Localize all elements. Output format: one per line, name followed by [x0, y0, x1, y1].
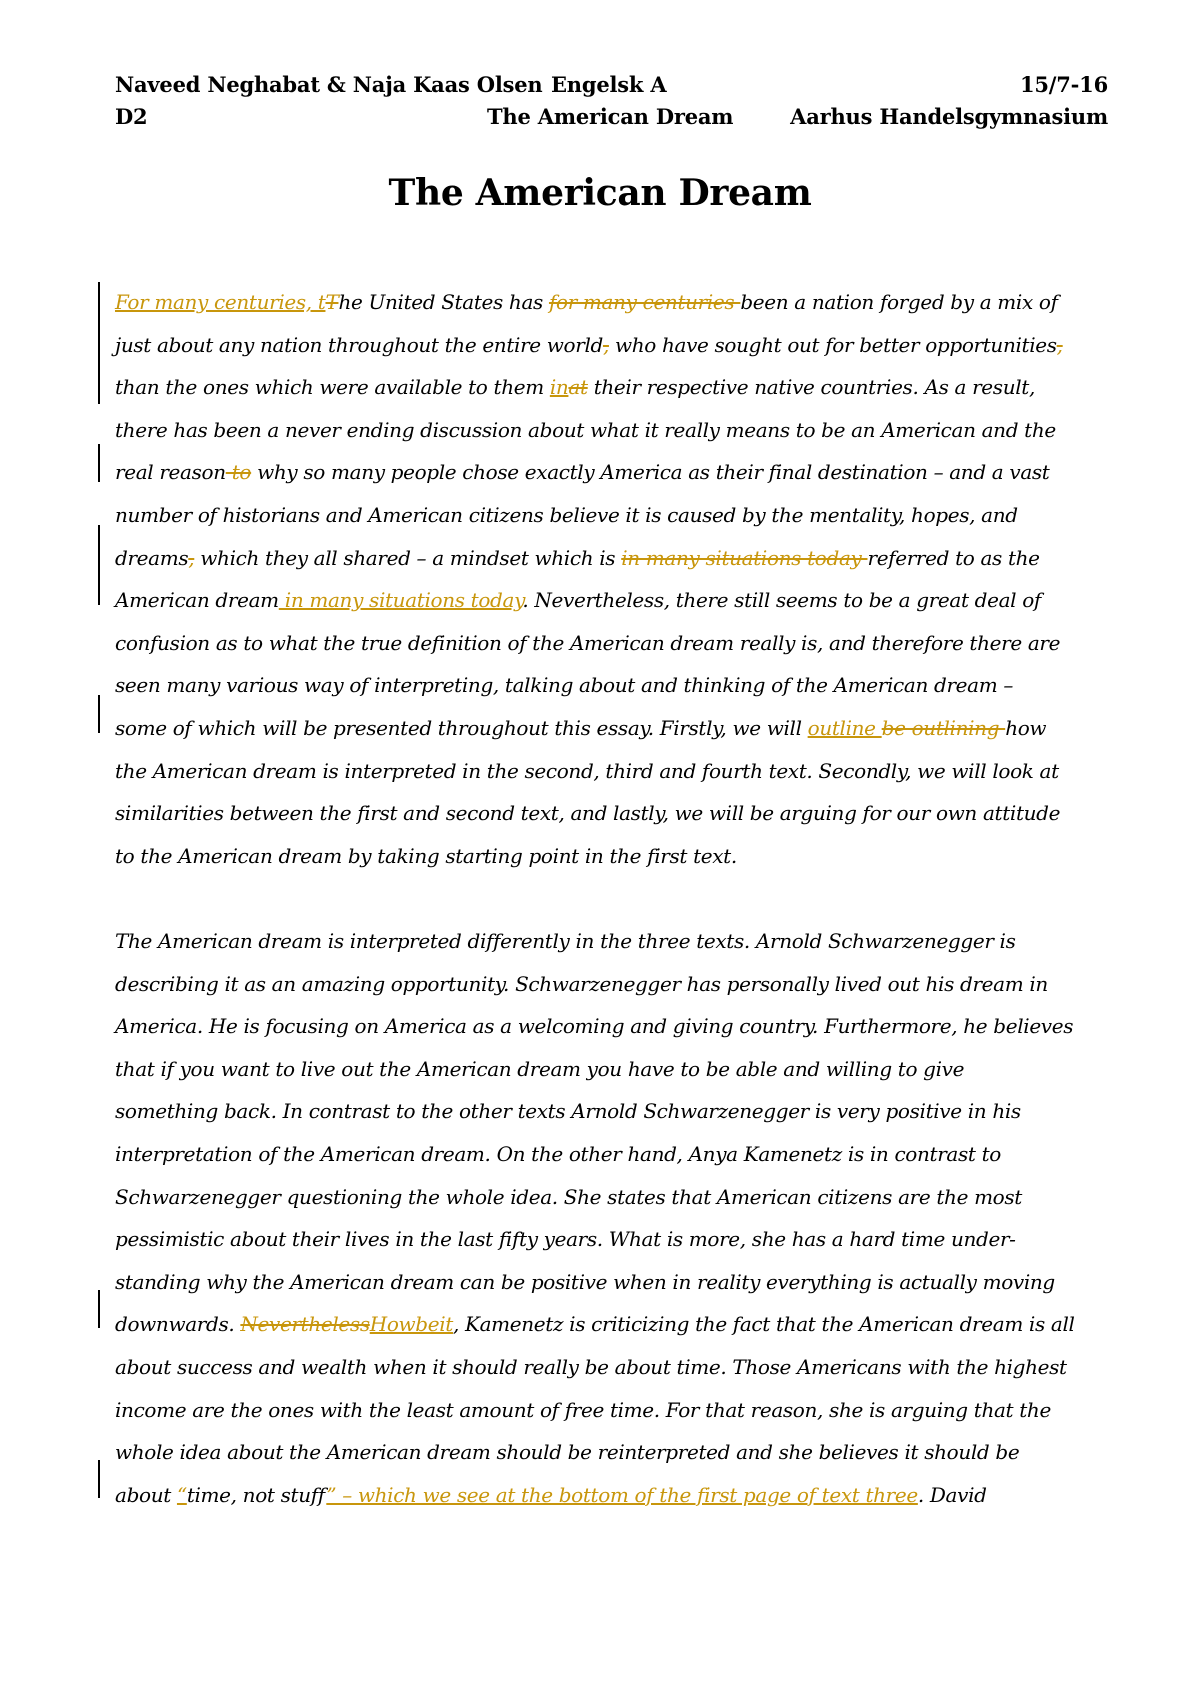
document-title: The American Dream [388, 172, 812, 214]
body-text: why so many people chose exactly America as their final destination – and a vast [251, 460, 1050, 485]
text-line [115, 409, 1115, 452]
change-bar [98, 695, 100, 733]
header-class: D2 [115, 104, 148, 129]
deleted-text: to [225, 460, 252, 485]
body-text: something back. In contrast to the other texts Arnold Schwarzenegger is very positive in his [115, 1099, 1021, 1124]
body-text: America. He is focusing on America as a welcoming and giving country. Furthermore, he believes [115, 1014, 1074, 1039]
body-text: time, not stuff [186, 1482, 327, 1507]
change-bar [98, 444, 100, 482]
text-line [115, 1474, 1115, 1517]
body-text: to the American dream by taking starting point in the first text. [115, 843, 737, 868]
body-text: referred to as the [867, 545, 1040, 570]
body-text: just about any nation throughout the entire world [115, 332, 603, 357]
body-text: the American dream is interpreted in the second, third and fourth text. Secondly, we will look at [115, 758, 1059, 783]
text-line [115, 1218, 1115, 1261]
change-bar [98, 282, 100, 404]
deleted-text: , [188, 545, 195, 570]
deleted-text: in many situations today [621, 545, 868, 570]
deleted-text: be outlining [881, 715, 1006, 740]
body-text: pessimistic about their lives in the last fifty years. What is more, she has a hard time under- [115, 1227, 1016, 1252]
text-line [115, 1303, 1115, 1346]
text-line [115, 451, 1115, 494]
body-text: he United States has [338, 290, 549, 314]
text-line [115, 622, 1115, 665]
body-text: how [1005, 715, 1047, 740]
text-line [115, 1090, 1115, 1133]
text-line [115, 750, 1115, 793]
header-topic: The American Dream [487, 104, 734, 129]
body-text: some of which will be presented throughout this essay. Firstly, we will [115, 715, 808, 740]
body-text: , Kamenetz is criticizing the fact that the American dream is all [452, 1312, 1075, 1337]
body-text: similarities between the first and second text, and lastly, we will be arguing for our own attitude [115, 801, 1061, 826]
body-text: seen many various way of interpreting, talking about and thinking of the American dream – [115, 673, 1014, 698]
header-authors: Naveed Neghabat & Naja Kaas Olsen [115, 72, 543, 97]
change-bar [98, 525, 100, 605]
text-line [115, 1133, 1115, 1176]
change-bar [98, 1460, 100, 1498]
inserted-text: in many situations today [278, 588, 523, 613]
text-line [115, 707, 1115, 750]
text-line [115, 579, 1115, 622]
body-text: describing it as an amazing opportunity. Schwarzenegger has personally lived out his dream in [115, 971, 1048, 996]
text-line [115, 324, 1115, 367]
body-text: about [115, 1482, 177, 1507]
deleted-text: , [1056, 332, 1063, 357]
text-line [115, 1048, 1115, 1091]
text-line [115, 792, 1115, 835]
body-text: The American dream is interpreted differently in the three texts. Arnold Schwarzenegger is [115, 929, 1016, 953]
text-line [115, 920, 1115, 963]
text-line [115, 366, 1115, 409]
body-text: which they all shared – a mindset which is [194, 545, 622, 570]
text-line [115, 1176, 1115, 1219]
inserted-text: outline [807, 715, 882, 740]
body-text: that if you want to live out the American dream you have to be able and willing to give [115, 1056, 965, 1081]
body-text: there has been a never ending discussion about what it really means to be an American and the [115, 417, 1056, 442]
text-line [115, 1261, 1115, 1304]
text-line [115, 537, 1115, 580]
header-subject: Engelsk A [551, 72, 667, 97]
deleted-text: Nevertheless [240, 1312, 370, 1337]
body-text: whole idea about the American dream should be reinterpreted and she believes it should be [115, 1440, 1020, 1465]
text-line [115, 664, 1115, 707]
body-text: . Nevertheless, there still seems to be a great deal of [522, 588, 1041, 613]
text-line [115, 1389, 1115, 1432]
change-bar [98, 1290, 100, 1328]
body-text: American dream [115, 588, 279, 613]
body-text: . David [917, 1482, 987, 1507]
inserted-text: “ [176, 1482, 187, 1507]
body-text: their respective native countries. As a result, [587, 375, 1035, 400]
text-line [115, 963, 1115, 1006]
paragraph-interpretations [115, 920, 1115, 1516]
body-text: income are the ones with the least amount of free time. For that reason, she is arguing that the [115, 1397, 1051, 1422]
body-text: been a nation forged by a mix of [740, 290, 1058, 314]
body-text: who have sought out for better opportunities [608, 332, 1057, 357]
body-text: dreams [115, 545, 189, 570]
body-text: Schwarzenegger questioning the whole idea. She states that American citizens are the most [115, 1184, 1022, 1209]
inserted-text: Howbeit [369, 1312, 453, 1337]
body-text: downwards. [115, 1312, 241, 1337]
deleted-text: for many centuries [548, 290, 741, 314]
body-text: about success and wealth when it should really be about time. Those Americans with the highest [115, 1354, 1067, 1379]
deleted-text: at [568, 375, 588, 400]
paragraph-introduction [115, 281, 1115, 877]
inserted-text: in [549, 375, 569, 400]
text-line [115, 281, 1115, 324]
deleted-text: , [602, 332, 609, 357]
inserted-text: For many centuries, t [115, 290, 326, 314]
body-text: real reason [115, 460, 226, 485]
text-line [115, 1431, 1115, 1474]
body-text: standing why the American dream can be positive when in reality everything is actually moving [115, 1269, 1055, 1294]
header-school: Aarhus Handelsgymnasium [790, 104, 1108, 129]
body-text: number of historians and American citizens believe it is caused by the mentality, hopes, and [115, 502, 1018, 527]
text-line [115, 1346, 1115, 1389]
body-text: interpretation of the American dream. On the other hand, Anya Kamenetz is in contrast to [115, 1141, 1001, 1166]
body-text: confusion as to what the true definition of the American dream really is, and therefore there are [115, 630, 1061, 655]
text-line [115, 1005, 1115, 1048]
text-line [115, 494, 1115, 537]
deleted-text: T [325, 290, 339, 314]
header-date: 15/7-16 [1019, 72, 1108, 97]
body-text: than the ones which were available to them [115, 375, 550, 400]
inserted-text: ” – which we see at the bottom of the first page of text three [326, 1482, 918, 1507]
text-line [115, 835, 1115, 878]
